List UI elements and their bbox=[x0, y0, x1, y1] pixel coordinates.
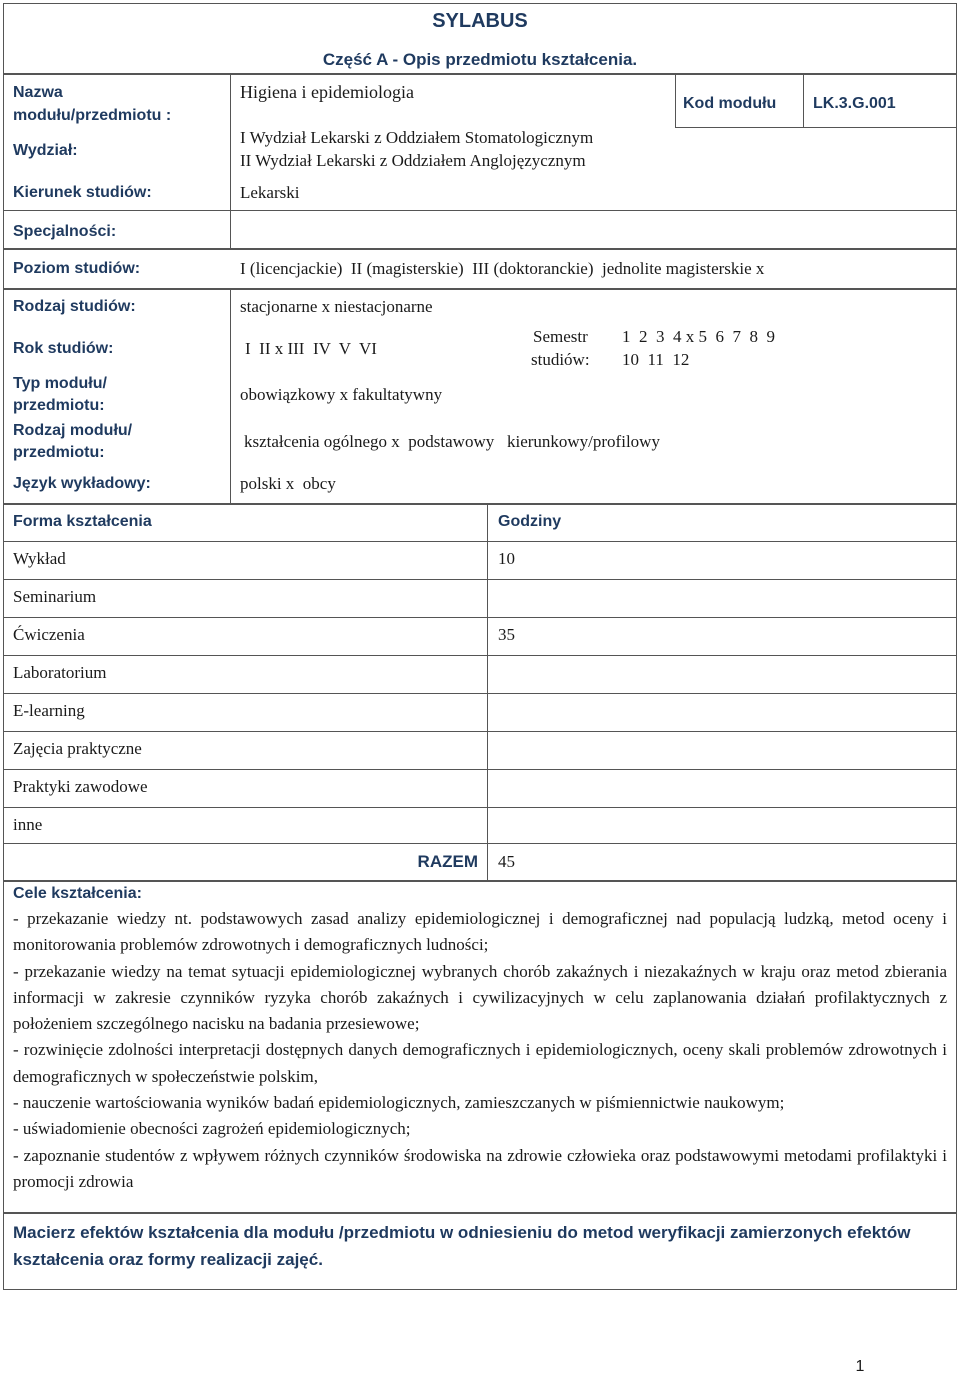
hours-row-form: inne bbox=[13, 815, 43, 834]
hours-header-form: Forma kształcenia bbox=[13, 513, 152, 530]
hours-row-form: Laboratorium bbox=[13, 663, 107, 682]
kind-label: Rodzaj studiów: bbox=[13, 298, 136, 315]
module-code-value: LK.3.G.001 bbox=[813, 95, 896, 112]
goal-item: - przekazanie wiedzy nt. podstawowych zasad analizy epidemiologicznej i demograficznej nad populacją ludzką, metod oceny i monitorowania problemów zdrowotnych i demograficznych ludności; bbox=[13, 909, 947, 955]
details-divider bbox=[230, 289, 231, 504]
faculty-line-2: II Wydział Lekarski z Oddziałem Anglojęzycznym bbox=[240, 151, 586, 170]
hours-row-hours: 35 bbox=[498, 625, 515, 644]
goal-item: - zapoznanie studentów z wpływem różnych czynników środowiska na zdrowie człowieka oraz podstawowymi metodami profilaktyki i promocji zdrowia bbox=[13, 1145, 947, 1191]
goals-title: Cele kształcenia: bbox=[13, 885, 142, 902]
hours-row-form: Ćwiczenia bbox=[13, 625, 85, 644]
hours-row-line bbox=[3, 843, 957, 844]
level-label: Poziom studiów: bbox=[13, 260, 141, 277]
year-label: Rok studiów: bbox=[13, 340, 114, 357]
semester-label-1: Semestr bbox=[533, 327, 588, 346]
hours-row-form: Seminarium bbox=[13, 587, 97, 606]
module-kind-label: Rodzaj modułu/ przedmiotu: bbox=[13, 422, 133, 461]
module-code-label: Kod modułu bbox=[683, 95, 777, 112]
hours-row-form: Zajęcia praktyczne bbox=[13, 739, 142, 758]
hours-row-line bbox=[3, 693, 957, 694]
hours-row-line bbox=[3, 617, 957, 618]
goal-item: - uświadomienie obecności zagrożeń epidemiologicznych; bbox=[13, 1119, 411, 1139]
faculty-label: Wydział: bbox=[13, 142, 78, 159]
hours-row-line bbox=[3, 769, 957, 770]
specialty-label: Specjalności: bbox=[13, 223, 117, 240]
hours-row-hours: 10 bbox=[498, 549, 515, 568]
semester-line-2: 10 11 12 bbox=[622, 350, 690, 369]
hours-row-line bbox=[3, 807, 957, 808]
direction-value: Lekarski bbox=[240, 183, 300, 202]
matrix-title: Macierz efektów kształcenia dla modułu /przedmiotu w odniesieniu do metod weryfikacji zamierzonych efektów kształcenia oraz formy realizacji zajęć. bbox=[13, 1223, 911, 1269]
module-name-label: Nazwa modułu/przedmiotu : bbox=[13, 84, 172, 124]
hours-row-line bbox=[3, 541, 957, 542]
hours-row-line bbox=[3, 655, 957, 656]
faculty-line-1: I Wydział Lekarski z Oddziałem Stomatologicznym bbox=[240, 128, 594, 147]
hours-row-line bbox=[3, 731, 957, 732]
direction-label: Kierunek studiów: bbox=[13, 184, 152, 201]
hours-row-form: E-learning bbox=[13, 701, 85, 720]
level-value: I (licencjackie) II (magisterskie) III (doktoranckie) jednolite magisterskie x bbox=[240, 259, 765, 278]
goal-item: - nauczenie wartościowania wyników badań epidemiologicznych, zamieszczanych w piśmiennictwie naukowym; bbox=[13, 1093, 785, 1113]
module-type-label: Typ modułu/ przedmiotu: bbox=[13, 375, 107, 414]
goal-item: - przekazanie wiedzy na temat sytuacji epidemiologicznej wybranych chorób zakaźnych i niezakaźnych w kraju oraz metod zbierania informacji w zakresie czynników ryzyka chorób zakaźnych i cywilizacyjnych w celu zaplanowania działań profilaktycznych z położeniem szczególnego nacisku na badania przesiewowe; bbox=[13, 961, 947, 1034]
page-number: 1 bbox=[855, 1358, 865, 1375]
module-type-value: obowiązkowy x fakultatywny bbox=[240, 385, 443, 404]
hours-row-form: Praktyki zawodowe bbox=[13, 777, 148, 796]
goal-item: - rozwinięcie zdolności interpretacji dostępnych danych demograficznych i epidemiologicznych, oceny skali problemów zdrowotnych i demograficznych w społeczeństwie polskim, bbox=[13, 1040, 947, 1086]
hours-total-label: RAZEM bbox=[417, 852, 478, 871]
language-value: polski x obcy bbox=[240, 474, 336, 493]
page-subtitle: Część A - Opis przedmiotu kształcenia. bbox=[322, 50, 638, 69]
hours-row-form: Wykład bbox=[13, 549, 66, 568]
module-specialty-divider bbox=[3, 210, 957, 211]
hours-header-hours: Godziny bbox=[498, 513, 562, 530]
module-name-value: Higiena i epidemiologia bbox=[240, 82, 414, 102]
hours-row-line bbox=[3, 579, 957, 580]
page-title: SYLABUS bbox=[432, 10, 528, 32]
module-info-divider bbox=[230, 74, 231, 249]
kind-value: stacjonarne x niestacjonarne bbox=[240, 297, 433, 316]
module-kind-value: kształcenia ogólnego x podstawowy kierunkowy/profilowy bbox=[244, 432, 660, 451]
hours-total-value: 45 bbox=[498, 852, 515, 871]
year-value: I II x III IV V VI bbox=[245, 339, 377, 358]
module-code-divider bbox=[803, 74, 804, 128]
language-label: Język wykładowy: bbox=[13, 475, 151, 492]
goals-list bbox=[13, 906, 947, 1195]
semester-line-1: 1 2 3 4 x 5 6 7 8 9 bbox=[622, 327, 775, 346]
semester-label-2: studiów: bbox=[531, 350, 590, 369]
